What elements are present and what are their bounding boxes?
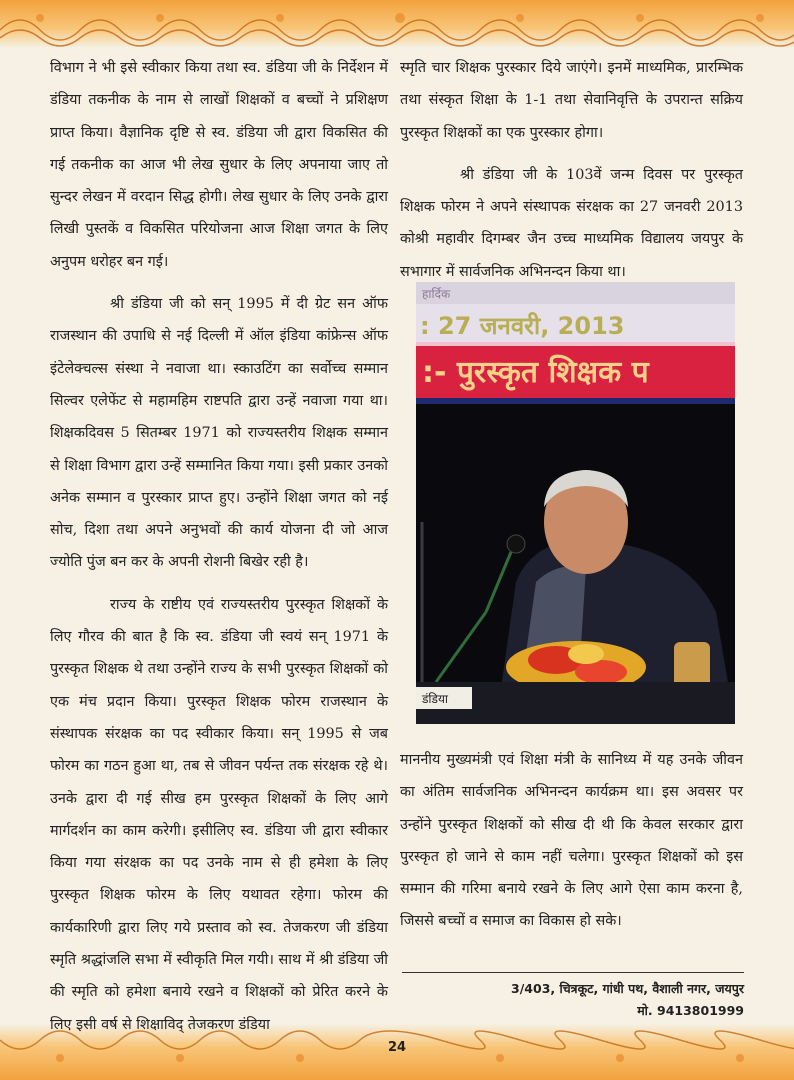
author-address bbox=[402, 978, 744, 1022]
right-column-lower bbox=[400, 744, 743, 948]
podium-label: डंडिया bbox=[422, 692, 449, 706]
address-line-1: 3/403, चित्रकूट, गांधी पथ, वैशाली नगर, जयपुर bbox=[511, 981, 744, 996]
left-paragraph-2: श्री डंडिया जी को सन् 1995 में दी ग्रेट सन ऑफ राजस्थान की उपाधि से नई दिल्ली में ऑल इंडिया कांफ्रेन्स ऑफ इंटेलेक्चल्स संस्था ने नवाजा था। स्काउटिंग का सर्वोच्च सम्मान सिल्वर एलेफेंट से महामहिम राष्टपति द्वारा उन्हें नवाजा गया था। शिक्षकदिवस 5 सितम्बर 1971 को राज्यस्तरीय शिक्षक सम्मान से शिक्षा विभाग द्वारा उन्हें सम्मानित किया गया। इसी प्रकार उनको अनेक सम्मान व पुरस्कार प्राप्त हुए। उन्होंने शिक्षा जगत को नई सोच, दिशा तथा अपने अनुभवों की कार्य योजना दी जो आज ज्योति पुंज बन कर के अपनी रोशनी बिखेर रही है। bbox=[50, 296, 388, 571]
top-border-ornament bbox=[0, 0, 794, 48]
left-paragraph-1: विभाग ने भी इसे स्वीकार किया तथा स्व. डंडिया जी के निर्देशन में डंडिया तकनीक के नाम से लाखों शिक्षकों व बच्चों ने प्रशिक्षण प्राप्त किया। वैज्ञानिक दृष्टि से स्व. डंडिया जी द्वारा विकसित की गई तकनीक का आज भी लेख सुधार के लिए अपनाया जाए तो सुन्दर लेखन में वरदान सिद्ध होगी। लेख सुधार के लिए उनके द्वारा लिखी पुस्तकें व विकसित परियोजना आज शिक्षा जगत के लिए अनुपम धरोहर बन गई। bbox=[50, 60, 388, 270]
right-paragraph-2: श्री डंडिया जी के 103वें जन्म दिवस पर पुरस्कृत शिक्षक फोरम ने अपने संस्थापक संरक्षक का 27 जनवरी 2013 कोश्री महावीर दिगम्बर जैन उच्च माध्यमिक विद्यालय जयपुर के सभागार में सार्वजनिक अभिनन्दन किया था। bbox=[400, 166, 743, 280]
address-phone: मो. 9413801999 bbox=[637, 1003, 744, 1018]
event-photo bbox=[416, 282, 735, 724]
right-column bbox=[400, 52, 743, 298]
left-column bbox=[50, 52, 388, 1051]
page-number: 24 bbox=[387, 1040, 407, 1055]
right-paragraph-3: माननीय मुख्यमंत्री एवं शिक्षा मंत्री के सानिध्य में यह उनके जीवन का अंतिम सार्वजनिक अभिनन्दन कार्यक्रम था। इस अवसर पर उन्होंने पुरस्कृत शिक्षकों को सीख दी थी कि केवल सरकार द्वारा पुरस्कृत हो जाने से काम नहीं चलेगा। पुरस्कृत शिक्षकों को इस सम्मान की गरिमा बनाये रखने के लिए आगे ऐसा काम करना है, जिससे बच्चों व समाज का विकास हो सके। bbox=[400, 752, 743, 930]
banner-date: : 27 जनवरी, 2013 bbox=[420, 312, 625, 340]
right-paragraph-1: स्मृति चार शिक्षक पुरस्कार दिये जाएंगे। इनमें माध्यमिक, प्रारम्भिक तथा संस्कृत शिक्षा के 1-1 तथा सेवानिवृत्ति के उपरान्त सक्रिय पुरस्कृत शिक्षकों का एक पुरस्कार होगा। bbox=[400, 60, 743, 141]
banner-main: :- पुरस्कृत शिक्षक प bbox=[422, 355, 649, 390]
left-paragraph-3: राज्य के राष्टीय एवं राज्यस्तरीय पुरस्कृत शिक्षकों के लिए गौरव की बात है कि स्व. डंडिया जी स्वयं सन् 1971 के पुरस्कृत शिक्षक थे तथा उन्होंने राज्य के सभी पुरस्कृत शिक्षकों को एक मंच प्रदान किया। पुरस्कृत शिक्षक फोरम राजस्थान के संस्थापक संरक्षक का पद स्वीकार किया। सन् 1995 से जब फोरम का गठन हुआ था, तब से जीवन पर्यन्त तक संरक्षक रहे थे। उनके द्वारा दी गई सीख हम पुरस्कृत शिक्षकों के लिए आगे मार्गदर्शन का काम करेगी। इसीलिए स्व. डंडिया जी द्वारा स्वीकार किया गया संरक्षक का पद उनके नाम से ही हमेशा के लिए पुरस्कृत शिक्षक फोरम के लिए यथावत रहेगा। फोरम की कार्यकारिणी द्वारा लिए गये प्रस्ताव को स्व. तेजकरण जी डंडिया स्मृति श्रद्धांजलि सभा में स्वीकृति मिल गयी। साथ में श्री डंडिया जी की स्मृति को हमेशा बनाये रखने व शिक्षकों को प्रेरित करने के लिए इसी वर्ष से शिक्षाविद् तेजकरण डंडिया bbox=[50, 596, 388, 1033]
banner-top-left: हार्दिक bbox=[422, 287, 451, 301]
address-divider bbox=[402, 972, 744, 973]
